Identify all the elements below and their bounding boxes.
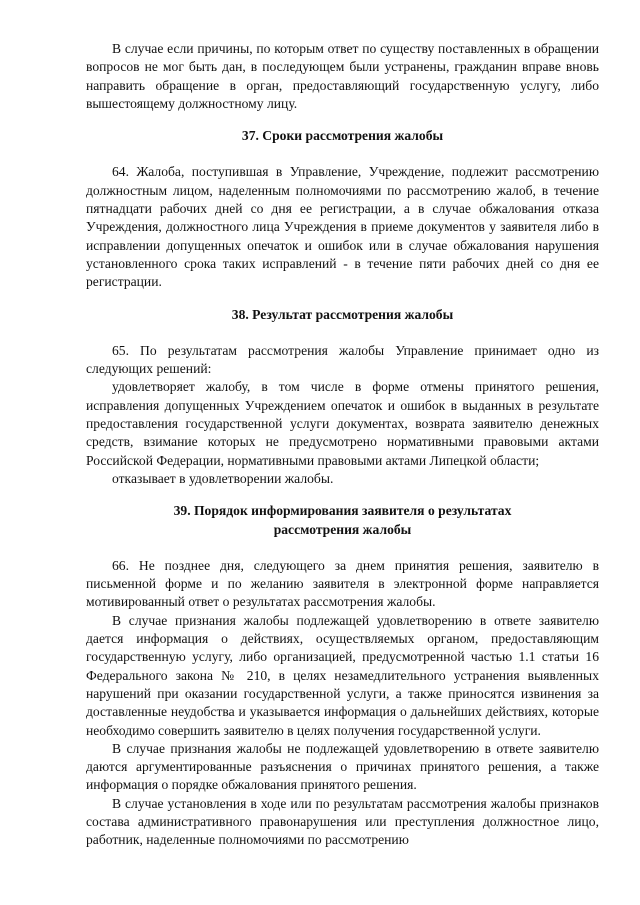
- paragraph-65: 65. По результатам рассмотрения жалобы Управление принимает одно из следующих решений:: [86, 342, 599, 377]
- section-39-heading: 39. Порядок информирования заявителя о результатах рассмотрения жалобы: [173, 503, 512, 537]
- paragraph-66-not-satisfied: В случае признания жалобы не подлежащей удовлетворению в ответе заявителю даются аргументированные разъяснения о причинах принятого решения, а также информация о порядке обжалования принятого решения.: [86, 740, 599, 793]
- paragraph-65-option-refuse: отказывает в удовлетворении жалобы.: [112, 470, 334, 486]
- paragraph-64: 64. Жалоба, поступившая в Управление, Учреждение, подлежит рассмотрению должностным лицом, наделенным полномочиями по рассмотрению жалоб, в течение пятнадцати рабочих дней со дня ее регистрации, а в случае обжалования отказа Учреждения, должностного лица Учреждения в приеме документов у заявителя либо в исправлении допущенных опечаток и ошибок или в случае обжалования нарушения установленного срока таких исправлений - в течение пяти рабочих дней со дня ее регистрации.: [86, 164, 599, 290]
- section-37-heading: 37. Сроки рассмотрения жалобы: [241, 128, 444, 144]
- document-page: [86, 40, 599, 850]
- section-38-heading: 38. Результат рассмотрения жалобы: [231, 306, 454, 322]
- paragraph-intro: В случае если причины, по которым ответ по существу поставленных в обращении вопросов не мог быть дан, в последующем были устранены, гражданин вправе вновь направить обращение в орган, предоставляющий государственную услугу, либо вышестоящему должностному лицу.: [86, 41, 599, 111]
- paragraph-66-violation: В случае установления в ходе или по результатам рассмотрения жалобы признаков состава административного правонарушения или преступления должностное лицо, работник, наделенные полномочиями по рассмотрению: [86, 795, 599, 848]
- paragraph-65-option-satisfy: удовлетворяет жалобу, в том числе в форме отмены принятого решения, исправления допущенных Учреждением опечаток и ошибок в выданных в результате предоставления государственной услуги документах, возврата заявителю денежных средств, взимание которых не предусмотрено нормативными правовыми актами Российской Федерации, нормативными правовыми актами Липецкой области;: [86, 379, 599, 468]
- paragraph-66-satisfied: В случае признания жалобы подлежащей удовлетворению в ответе заявителю дается информация о действиях, осуществляемых органом, предоставляющим государственную услугу, либо организацией, предусмотренной частью 1.1 статьи 16 Федерального закона № 210, в целях незамедлительного устранения выявленных нарушений при оказании государственной услуги, а также приносятся извинения за доставленные неудобства и указывается информация о дальнейших действиях, которые необходимо совершить заявителю в целях получения государственной услуги.: [86, 612, 599, 738]
- paragraph-66: 66. Не позднее дня, следующего за днем принятия решения, заявителю в письменной форме и по желанию заявителя в электронной форме направляется мотивированный ответ о результатах рассмотрения жалобы.: [86, 557, 599, 610]
